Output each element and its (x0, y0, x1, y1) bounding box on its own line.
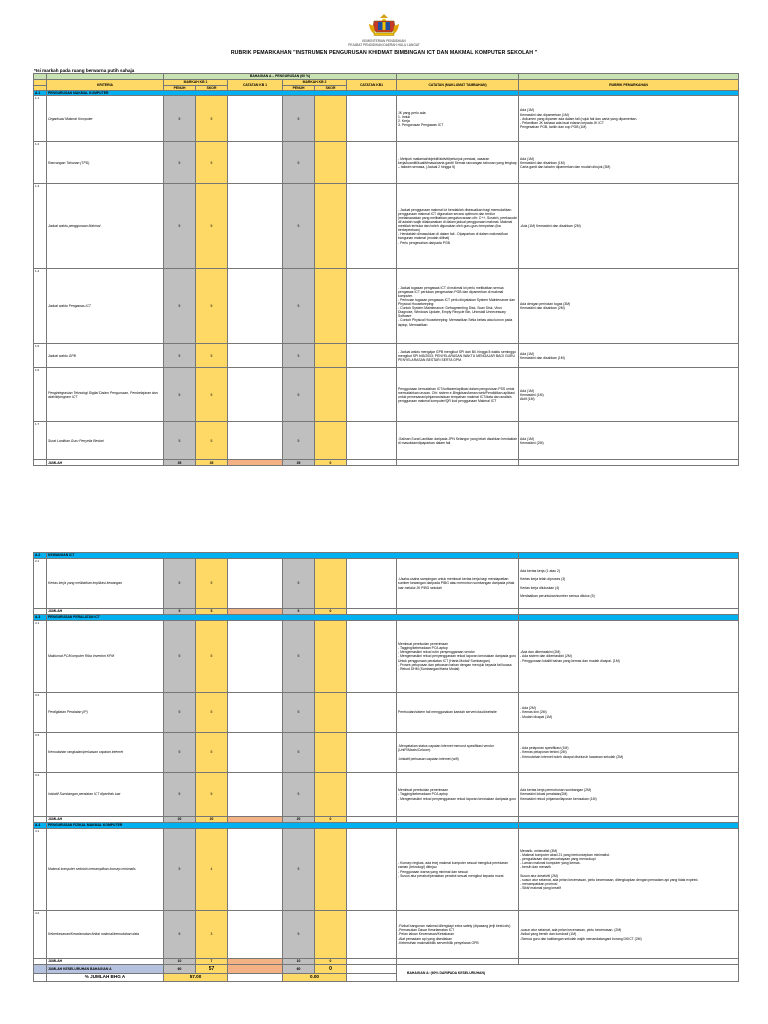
criterion-name: Organisasi Makmal Komputer (47, 96, 164, 142)
markah-skor-kb2-input[interactable] (315, 142, 347, 184)
rubrik-pemarkahan: Ada dengan perincian tugas (3M) Kemaskini dan disahkan (2M) (519, 269, 739, 344)
catatan-kb2-input[interactable] (347, 911, 397, 959)
rubrik-pemarkahan: Ada (1M) Kemaskini (2M) (519, 422, 739, 460)
section-number: A.3 (34, 615, 47, 621)
catatan-kb1-input[interactable] (228, 621, 283, 693)
section-title: PENGURUSAN PERALATAN ICT (47, 615, 519, 621)
markah-skor-kb2-input[interactable] (315, 911, 347, 959)
markah-skor-kb2-input[interactable] (315, 559, 347, 609)
criterion-name: Kemudahan rangkaian/perluasan capaian internet (47, 733, 164, 773)
markah-skor-kb2-input[interactable] (315, 269, 347, 344)
rubrik-pemarkahan: - Ada pelaporan spesifikasi (1M) - Kemas pelaporan terkini (2M) - Kemudahan internet boleh dicapai diseluruh kawasan sekolah (2M) (519, 733, 739, 773)
markah-skor-kb1-input[interactable]: 5 (196, 184, 228, 269)
markah-penuh-kb2: 5 (283, 142, 315, 184)
total-penuh-2: 60 (283, 965, 315, 974)
markah-penuh-kb2: 5 (283, 344, 315, 368)
criterion-row (34, 368, 739, 422)
criterion-number: 2.1 (34, 559, 47, 609)
catatan-kb1-input[interactable] (228, 733, 283, 773)
criterion-number: 4.2 (34, 911, 47, 959)
markah-penuh-kb2: 5 (283, 733, 315, 773)
markah-skor-kb1-input[interactable]: 5 (196, 142, 228, 184)
jumlah-penuh-1: 35 (164, 460, 196, 466)
jumlah-skor-1: 35 (196, 460, 228, 466)
catatan-kb2-input[interactable] (347, 344, 397, 368)
jumlah-skor-2: 0 (315, 609, 347, 615)
percentage-kb1: 57.00 (164, 974, 228, 982)
markah-skor-kb1-input[interactable]: 5 (196, 96, 228, 142)
criterion-row (34, 422, 739, 460)
rubrik-pemarkahan: Ada kertas kerja permohonan sumbangan (2M) Kemaskini lokasi peralatan(2M) Kemaskini rekod pinjaman/laporan kerosakan (1M) (519, 773, 739, 817)
jumlah-row (34, 460, 739, 466)
rubrik-pemarkahan: Ada kertas kerja (1 atau 2) Kertas kerja telah diproses (3) Kertas kerja diluluskan (4) Menfaatkan peruntukan/sumber semua dilulus (5) (519, 559, 739, 609)
catatan-kb2-input[interactable] (347, 368, 397, 422)
col-markah-kb2: MARKAH KB 2 (283, 80, 347, 86)
section-number: A.4 (34, 823, 47, 829)
total-label: JUMLAH KESELURUHAN BAHAGIAN A (47, 965, 164, 974)
catatan-kb2-input[interactable] (347, 733, 397, 773)
rubrik-pemarkahan: -Ada dan dikemaskini (2M) - Ada sistem dan dikemaskini (2M) - Penggunaan lokaliti bahan yang kemas dan mudah dicapai. (1M) (519, 621, 739, 693)
catatan-kb2-input[interactable] (347, 269, 397, 344)
catatan-kb1-input[interactable] (228, 559, 283, 609)
catatan-kb2-input[interactable] (347, 96, 397, 142)
criterion-number: 4.1 (34, 829, 47, 911)
catatan-kb1-input[interactable] (228, 368, 283, 422)
catatan-kb1-input[interactable] (228, 422, 283, 460)
criterion-number: 1.3 (34, 184, 47, 269)
criterion-name: Inisiatif Sumbangan peralatan ICT diperihak luar (47, 773, 164, 817)
catatan-tambahan: Perekodan/sistem fail menggunakan kaedah server/cloud/website (397, 693, 519, 733)
criterion-row (34, 911, 739, 959)
catatan-kb2-input[interactable] (347, 621, 397, 693)
markah-skor-kb2-input[interactable] (315, 422, 347, 460)
total-skor-1: 57 (196, 965, 228, 974)
col-catatan-kb1: CATATAN KB 1 (228, 80, 283, 91)
jumlah-penuh-1: 10 (164, 959, 196, 965)
criterion-row (34, 96, 739, 142)
jumlah-penuh-2: 10 (283, 959, 315, 965)
markah-penuh-kb1: 5 (164, 422, 196, 460)
catatan-tambahan: - Jadual penggunaan makmal ict hendaklah disesuaikan bagi memudahkan penggunaan makmal ICT digunakan secara optimum dan terdiur (melaksanakan yang melibatkan pengaturcaraan cth: C++, Scratch, peekacode dll adalah wajib dilaksanakan di dalam jadual penggunaan makmal. Makmal mestilah terbuka dan boleh digunakan oleh guru-guru tempahan (ika berkepentuan) - Hendaklah dimasukkan di dalam fail - Dipaparkan di dalam makmal/luar bangunan makmal (mudah dilihat) - Perlu pengesahan daripada PGB (397, 184, 519, 269)
markah-penuh-kb2: 5 (283, 184, 315, 269)
catatan-tambahan: - Jadual tugasan pengawas ICT di makmal ict perlu melibatkan semua pengawas ICT perlukan pengesahan PGB dan dipamerkan di makmal komputer. - Perincian tugasan pengawas ICT perlu dinyatakan System Maintenance dan Physical Housekeeping: - Contoh System Maintenance: Defragmenting Disk, Scan Disk, Virus Diagnose, Windows Update, Empty Recycle Bin, Uninstall Unnecessary Software - Contoh Physical Housekeeping: Memastikan Setia kebas atau konon pada laptop, Memastikan (397, 269, 519, 344)
catatan-kb1-input[interactable] (228, 184, 283, 269)
rubric-table-a2-a4 (33, 552, 739, 982)
criterion-name: Pengintegrasian Teknologi Digital Dalam Pengurusan, Pembelajaran dan aktiviti/program ICT (47, 368, 164, 422)
markah-penuh-kb2: 5 (283, 911, 315, 959)
criterion-name: Keberkesanan/Keselamatan fizikal makmal/kemudahan data (47, 911, 164, 959)
section-title: PENGURUSAN MAKMAL KOMPUTER (47, 91, 519, 96)
catatan-kb2-input[interactable] (347, 829, 397, 911)
document-title: RUBRIK PEMARKAHAN "INSTRUMEN PENGURUSAN KHIDMAT BIMBINGAN ICT DAN MAKMAL KOMPUTER SEKOLAH " (230, 50, 538, 56)
jata-negara-crest-icon (366, 12, 402, 38)
markah-skor-kb2-input[interactable] (315, 693, 347, 733)
markah-skor-kb2-input[interactable] (315, 829, 347, 911)
criterion-name: Surat Lantikan Guru Penyelia Bestari (47, 422, 164, 460)
jumlah-skor-1: 7 (196, 959, 228, 965)
criterion-row (34, 142, 739, 184)
criterion-number: 1.6 (34, 368, 47, 422)
jumlah-label: JUMLAH (47, 959, 164, 965)
markah-penuh-kb2: 5 (283, 621, 315, 693)
markah-skor-kb1-input[interactable]: 5 (196, 422, 228, 460)
markah-penuh-kb1: 5 (164, 368, 196, 422)
criterion-name: Maklumat PC/Komputer Riba Inventori KPM (47, 621, 164, 693)
col-skor: SKOR (196, 86, 228, 91)
percentage-kb2: 0.00 (283, 974, 347, 982)
total-row (34, 965, 739, 974)
markah-skor-kb2-input[interactable] (315, 368, 347, 422)
markah-skor-kb1-input[interactable]: 4 (196, 829, 228, 911)
markah-penuh-kb1: 5 (164, 621, 196, 693)
markah-penuh-kb2: 5 (283, 422, 315, 460)
col-penuh-2: PENUH (283, 86, 315, 91)
jumlah-label: JUMLAH (47, 609, 164, 615)
markah-skor-kb2-input[interactable] (315, 184, 347, 269)
criterion-row (34, 693, 739, 733)
markah-skor-kb2-input[interactable] (315, 96, 347, 142)
catatan-tambahan: -Usaha-usaha sampingan untuk membuat kertas kerja bagi mendapatkan sumber kewangan daripada PIBG atau memohon sumbangan daripada pihak luar melalui JK PIBG sekolah (397, 559, 519, 609)
criterion-row (34, 269, 739, 344)
criterion-name: Perdigitalan Peralatan (IP) (47, 693, 164, 733)
markah-penuh-kb1: 5 (164, 344, 196, 368)
catatan-tambahan: - Jadual waktu mengajar GPB mengikut SPI dari Bil. hingga 8 waktu seminggu mengikut SPI bil3/2003; PENYELARASAN WAKTU MENGAJAR BAGI GURU PENYELARASAN BESTARI SERTA GPM. (397, 344, 519, 368)
catatan-kb2-input[interactable] (347, 184, 397, 269)
col-catatan-tambahan: CATATAN (MAKLUMAT TAMBAHAN) (397, 80, 519, 91)
criterion-name: Kertas kerja yang melibatkan implikasi kewangan (47, 559, 164, 609)
criterion-number: 1.5 (34, 344, 47, 368)
markah-penuh-kb1: 5 (164, 911, 196, 959)
rubrik-pemarkahan: -Ada (1M) Kemaskini dan disahkan (2M) (519, 184, 739, 269)
criterion-name: Jadual waktu Pengawas ICT (47, 269, 164, 344)
markah-skor-kb1-input[interactable]: 5 (196, 344, 228, 368)
markah-penuh-kb2: 5 (283, 269, 315, 344)
markah-penuh-kb1: 5 (164, 773, 196, 817)
criterion-number: 3.1 (34, 621, 47, 693)
section-number: A.1 (34, 91, 47, 96)
criterion-row (34, 773, 739, 817)
jumlah-skor-1: 5 (196, 609, 228, 615)
total-penuh-1: 60 (164, 965, 196, 974)
col-penuh: PENUH (164, 86, 196, 91)
jumlah-penuh-2: 20 (283, 817, 315, 823)
catatan-kb1-input[interactable] (228, 829, 283, 911)
jumlah-penuh-1: 20 (164, 817, 196, 823)
catatan-kb1-input[interactable] (228, 693, 283, 733)
fill-instruction-note: *Isi markah pada ruang berwarna putih sahaja (34, 68, 135, 73)
column-header-row (34, 80, 739, 86)
jumlah-label: JUMLAH (47, 460, 164, 466)
markah-skor-kb1-input[interactable]: 5 (196, 621, 228, 693)
criterion-name: Makmal komputer sekolah menampilkan konsep minimalis (47, 829, 164, 911)
catatan-tambahan: - Konsep ringkas, ada imej makmal komputer sesuai mengikut peredaran zaman (teknologi) ditinjau - Penggunaan warna yang minimal dan sesuai - Susun atur perabot/peralatan perabot sesuai mengikut kepada mural (397, 829, 519, 911)
markah-penuh-kb1: 5 (164, 559, 196, 609)
catatan-kb1-input[interactable] (228, 269, 283, 344)
jumlah-skor-2: 0 (315, 817, 347, 823)
catatan-tambahan: -Fizikal bangunan makmal dilengkapi extra safety (dipasang jeriji besi/cctv) -Pemasukan Dasar Keselamatan ICT -Pelan laluan Kecemasan/Kebakaran -Alat pemadam api yang disediakan -Kebersihan makmal/bilik server/bilik penyelaras GPB (397, 911, 519, 959)
markah-skor-kb1-input[interactable]: 5 (196, 559, 228, 609)
markah-penuh-kb1: 5 (164, 269, 196, 344)
markah-skor-kb1-input[interactable]: 5 (196, 693, 228, 733)
catatan-tambahan: Penggunaan kemudahan ICT/software/aplikasi dalam pengurusan PSS untuk memudahkan urusan. Cth: sistem e-Bingkisan/laman web/Pendidikan aplikasi untuk pemesanan/pinjaman/aduan tempahan makmal ICT/data dan analisis penggunaan makmal komputer/QR kod penggunaan Makmal ICT (397, 368, 519, 422)
criterion-number: 1.1 (34, 96, 47, 142)
jumlah-skor-1: 20 (196, 817, 228, 823)
markah-penuh-kb2: 5 (283, 693, 315, 733)
markah-skor-kb2-input[interactable] (315, 773, 347, 817)
markah-penuh-kb1: 5 (164, 184, 196, 269)
catatan-kb2-input[interactable] (347, 773, 397, 817)
markah-skor-kb1-input[interactable]: 5 (196, 269, 228, 344)
catatan-kb2-input[interactable] (347, 422, 397, 460)
criterion-number: 3.3 (34, 733, 47, 773)
col-catatan-kb2: CATATAN KB1 (347, 80, 397, 91)
rubrik-pemarkahan: Menarik- minimalist (3M) - Makmal komputer abad 21 yang berkonsepkan minimalist. - pengudaraan dan pencahayaan yang mencukupi - Laman makmal komputer yang kemas. - bersih dan menarik Susun atur-kreativiti (2M) - susun atur selamat, ada pelan kecemasan, pintu kecemasan, dilengkapkan dengan pemadam api yang tidak expired. - menampakkan promosi - Sikit/ makmal yang kreatif (519, 829, 739, 911)
markah-penuh-kb1: 5 (164, 142, 196, 184)
col-kriteria: KRITERIA (47, 80, 164, 91)
section-title: KEWANGAN ICT (47, 553, 519, 559)
criterion-row (34, 621, 739, 693)
jumlah-label: JUMLAH (47, 817, 164, 823)
col-markah-kb1: MARKAH KB 1 (164, 80, 228, 86)
markah-skor-kb1-input[interactable]: 5 (196, 733, 228, 773)
markah-skor-kb2-input[interactable] (315, 733, 347, 773)
catatan-kb1-input[interactable] (228, 911, 283, 959)
catatan-kb1-input[interactable] (228, 96, 283, 142)
section-number: A.2 (34, 553, 47, 559)
jumlah-skor-2: 0 (315, 460, 347, 466)
section-title: PENGURUSAN FIZIKAL MAKMAL KOMPUTER (47, 823, 519, 829)
criterion-number: 3.2 (34, 693, 47, 733)
markah-penuh-kb1: 5 (164, 733, 196, 773)
rubrik-pemarkahan: -susun atur selamat, ada pelan kecemasan, pintu kecemasan. (2M) -fizikal yang bersih dan kondusif (1M) -Semua guru dan kakitangan sekolah wajib menandatangani borang DKICT (2M) (519, 911, 739, 959)
jumlah-penuh-1: 5 (164, 609, 196, 615)
rubrik-pemarkahan: Ada (1M) Kemaskini dan dipamerkan (1M) - dokumen yang dipamer ada dalam fail (rujuk fail dan carta yang dipamerkan. - Pelantikan JK bahasa ada buat edaran kepada JK ICT Pengesahan PGB, tarikh dan cop PGB (1M) (519, 96, 739, 142)
catatan-kb1-input[interactable] (228, 142, 283, 184)
jumlah-skor-2: 0 (315, 959, 347, 965)
rubrik-pemarkahan: Ada (1M) Kemaskini dan disahkan (1M) (519, 344, 739, 368)
markah-skor-kb1-input[interactable]: 5 (196, 368, 228, 422)
criterion-row (34, 733, 739, 773)
rubrik-pemarkahan: Ada (1M) Kemaskini dan disahkan (1M) Carta gantt dan takwim dipamerkan dan mudah dirujuk (3M) (519, 142, 739, 184)
rubrik-pemarkahan: - Ada (2M) - Kemas kini (2M) - Mudah dicapai (1M) (519, 693, 739, 733)
catatan-tambahan: -Salinan Surat Lantikan daripada JPN Selangor yang telah disahkan hendaklah di masukkan/dipaparkan dalam fail (397, 422, 519, 460)
criterion-row (34, 344, 739, 368)
catatan-kb1-input[interactable] (228, 773, 283, 817)
total-skor-2: 0 (315, 965, 347, 974)
bahagian-title: BAHAGIAN A – PENGURUSAN (60 %) (164, 74, 397, 80)
criterion-row (34, 184, 739, 269)
catatan-tambahan: Membuat perekodan penerimaan - Tagging/keberadaan PC/Laptop - Mengemaskini rekod rutin penyenggaraan vendor - Mengemaskini rekod penyenggaraan rekod laporan kerosakan daripada guru Untuk penggunaan peralatan ICT (Harta Modal/ Sumbangan) - Proses pelupusan dan peluasan bahan dengan merujuk kepada fail kuasa - Rekod DHM (Sumbangan/Harta Modal) (397, 621, 519, 693)
markah-penuh-kb2: 5 (283, 96, 315, 142)
markah-penuh-kb2: 5 (283, 368, 315, 422)
criterion-name: Jadual waktu penggunaan Makmal (47, 184, 164, 269)
crest-caption-line-2: PEJABAT PENDIDIKAN DAERAH HULU LANGAT (348, 43, 420, 47)
criterion-row (34, 559, 739, 609)
criterion-number: 3.4 (34, 773, 47, 817)
jumlah-penuh-2: 35 (283, 460, 315, 466)
crest-caption (0, 39, 768, 47)
markah-skor-kb1-input[interactable]: 5 (196, 773, 228, 817)
catatan-kb2-input[interactable] (347, 559, 397, 609)
catatan-tambahan: Membuat perekodan penerimaan - Tagging/keberadaan PC/Laptop - Mengemaskini rekod penyenggaraan rekod laporan kerosakan daripada guru (397, 773, 519, 817)
criterion-number: 1.2 (34, 142, 47, 184)
catatan-kb2-input[interactable] (347, 142, 397, 184)
percentage-label: % JUMLAH BHG A (47, 974, 164, 982)
markah-penuh-kb2: 5 (283, 559, 315, 609)
criterion-name: Jadual waktu GPB (47, 344, 164, 368)
bahagian-note: BAHAGIAN A: (60% DARIPADA KESELURUHAN) (397, 965, 739, 982)
criterion-row (34, 829, 739, 911)
jumlah-penuh-2: 5 (283, 609, 315, 615)
crest-caption-line-1: KEMENTERIAN PENDIDIKAN (362, 39, 406, 43)
markah-penuh-kb2: 5 (283, 773, 315, 817)
rubrik-pemarkahan: Ada (1M) Kemaskini (1M) Aktif (1M) (519, 368, 739, 422)
rubric-table-a1 (33, 73, 739, 466)
catatan-tambahan: -Menyatakan status capaian internet menurut spesifikasi vendor (UniFi/Maxis/Celcom) -Inisiatif perluasan capaian internet (wifi) (397, 733, 519, 773)
markah-skor-kb1-input[interactable]: 3 (196, 911, 228, 959)
catatan-kb2-input[interactable] (347, 693, 397, 733)
markah-penuh-kb1: 5 (164, 96, 196, 142)
catatan-kb1-input[interactable] (228, 344, 283, 368)
col-rubrik: RUBRIK PEMARKAHAN (519, 80, 739, 91)
markah-penuh-kb1: 5 (164, 693, 196, 733)
col-skor-2: SKOR (315, 86, 347, 91)
criterion-number: 1.7 (34, 422, 47, 460)
catatan-tambahan: - Meliputi matlamat/objektif/aktiviti/petunjuk prestasi, sasaran kerja/kuantiti/kualiti/masa/carta gantt/ Semak rancangan tahunan yang lengkap – takwim semasa, (Jadual 2 hingga 5) (397, 142, 519, 184)
criterion-name: Rancangan Tahunan (TPD) (47, 142, 164, 184)
markah-penuh-kb2: 5 (283, 829, 315, 911)
catatan-tambahan: JK yang perlu ada: 1. Induk 2. Kerja 3. Pengurusan Pengawas ICT (397, 96, 519, 142)
criterion-number: 1.4 (34, 269, 47, 344)
markah-skor-kb2-input[interactable] (315, 344, 347, 368)
markah-skor-kb2-input[interactable] (315, 621, 347, 693)
markah-penuh-kb1: 5 (164, 829, 196, 911)
